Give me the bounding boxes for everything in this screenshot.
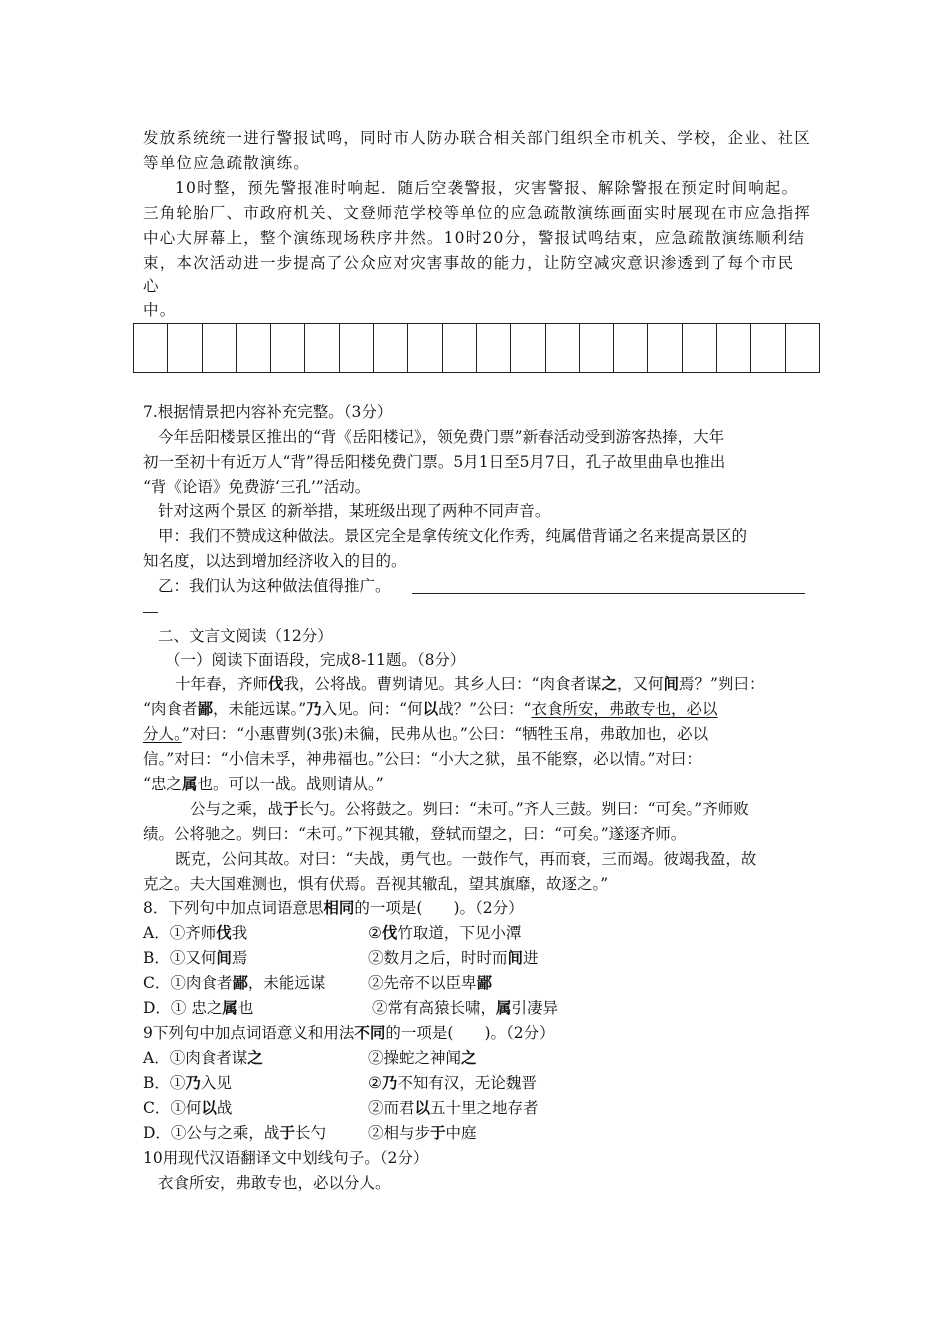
answer-cell[interactable] [443,324,477,372]
classical-text-line: 十年春，齐师伐我，公将战。曹刿请见。其乡人曰：“肉食者谋之，又何间焉？”刿曰： [175,674,765,693]
answer-cell[interactable] [683,324,717,372]
classical-text-line: “忠之属也。可以一战。战则请从。” [143,774,384,793]
answer-cell[interactable] [614,324,648,372]
passage-line: 等单位应急疏散演练。 [143,154,311,172]
classical-text-line: 信。”对曰：“小信未孚，神弗福也。”公曰：“小大之狱，虽不能察，必以情。”对曰： [143,750,702,768]
q9-option-a-right: ②操蛇之神闻之 [368,1048,477,1067]
passage-line: 中心大屏幕上，整个演练现场秩序井然。10时20分，警报试鸣结束，应急疏散演练顺利结 [143,229,806,247]
q8-option-c[interactable]: C．①肉食者鄙，未能远谋 [143,973,326,992]
answer-cell[interactable] [271,324,305,372]
answer-cell[interactable] [168,324,202,372]
q8-option-b[interactable]: B．①又何间焉 [143,948,248,967]
answer-cell[interactable] [786,324,819,372]
section-title: 二、文言文阅读（12分） [158,627,333,645]
passage-line: 束，本次活动进一步提高了公众应对灾害事故的能力，让防空减灾意识渗透到了每个市民 [143,254,795,272]
answer-cell[interactable] [203,324,237,372]
classical-text-line: 绩。公将驰之。刿曰：“未可。”下视其辙，登轼而望之，曰：“可矣。”遂逐齐师。 [143,825,687,843]
classical-text-line: 公与之乘，战于长勺。公将鼓之。刿曰：“未可。”齐人三鼓。刿曰：“可矣。”齐师败 [190,799,749,818]
answer-cell[interactable] [374,324,408,372]
answer-cell[interactable] [305,324,339,372]
answer-blank-continuation[interactable] [143,612,158,613]
answer-cell[interactable] [408,324,442,372]
q8-title: 8．下列句中加点词语意思相同的一项是( )。（2分） [143,898,524,917]
answer-cell[interactable] [580,324,614,372]
q7-line: 初一至初十有近万人“背”得岳阳楼免费门票。5月1日至5月7日，孔子故里曲阜也推出 [143,453,726,471]
answer-cell[interactable] [648,324,682,372]
classical-text-line: 克之。夫大国难测也，惧有伏焉。吾视其辙乱，望其旗靡，故逐之。” [143,875,609,893]
q8-option-d-right: ②常有高猿长啸，属引凄异 [372,998,559,1017]
q9-option-a[interactable]: A．①肉食者谋之 [143,1048,263,1067]
classical-text-line: “肉食者鄙，未能远谋。”乃入见。问：“何以战？”公曰：“衣食所安，弗敢专也，必以 [143,699,718,718]
q7-line: 今年岳阳楼景区推出的“背《岳阳楼记》，领免费门票”新春活动受到游客热捧，大年 [158,428,725,446]
passage-line: 三角轮胎厂、市政府机关、文登师范学校等单位的应急疏散演练画面实时展现在市应急指挥 [143,204,812,222]
q8-option-d[interactable]: D．① 忠之属也 [143,998,254,1017]
q8-option-b-right: ②数月之后，时时而间进 [368,948,539,967]
q7-title: 7.根据情景把内容补充完整。（3分） [143,403,393,421]
q10-sentence: 衣食所安，弗敢专也，必以分人。 [158,1174,391,1192]
answer-cell[interactable] [511,324,545,372]
q9-option-d[interactable]: D．①公与之乘，战于长勺 [143,1123,326,1142]
answer-cell[interactable] [751,324,785,372]
q8-option-a[interactable]: A．①齐师伐我 [143,923,248,942]
q7-line: 甲：我们不赞成这种做法。景区完全是拿传统文化作秀，纯属借背诵之名来提高景区的 [158,527,748,545]
answer-cell[interactable] [477,324,511,372]
q10-title: 10用现代汉语翻译文中划线句子。（2分） [143,1149,429,1167]
q8-option-a-right: ②伐竹取道，下见小潭 [368,923,522,942]
underlined-sentence: 分人。 [143,725,182,743]
answer-cell[interactable] [546,324,580,372]
q9-option-d-right: ②相与步于中庭 [368,1123,477,1142]
answer-cell[interactable] [340,324,374,372]
q7-line: 针对这两个景区 的新举措，某班级出现了两种不同声音。 [158,502,551,520]
q8-option-c-right: ②先帝不以臣卑鄙 [368,973,493,992]
classical-text-line: 分人。”对曰：“小惠曹刿(3张)未徧，民弗从也。”公曰：“牺牲玉帛，弗敢加也，必以 [143,725,709,743]
answer-cell[interactable] [237,324,271,372]
q9-option-c-right: ②而君以五十里之地存者 [368,1098,539,1117]
q9-option-b[interactable]: B．①乃入见 [143,1073,232,1092]
q7-line: 知名度，以达到增加经济收入的目的。 [143,552,407,570]
q7-line: 乙：我们认为这种做法值得推广。 [158,577,391,595]
passage-line: 发放系统统一进行警报试鸣，同时市人防办联合相关部门组织全市机关、学校，企业、社区 [143,129,812,147]
classical-text-line: 既克，公问其故。对曰：“夫战，勇气也。一鼓作气，再而衰，三而竭。彼竭我盈，故 [175,850,757,868]
answer-grid[interactable] [133,323,820,373]
q9-title: 9下列句中加点词语意义和用法不同的一项是( )。（2分） [143,1023,555,1042]
answer-blank[interactable] [412,593,805,594]
q7-line: “背《论语》免费游‘三孔’”活动。 [143,478,371,496]
answer-cell[interactable] [717,324,751,372]
q9-option-c[interactable]: C．①何以战 [143,1098,233,1117]
section-subtitle: （一）阅读下面语段，完成8-11题。（8分） [165,651,466,669]
passage-line: 中。 [143,301,177,319]
passage-line: 心 [143,277,160,295]
passage-line: 10时整，预先警报准时响起．随后空袭警报，灾害警报、解除警报在预定时间响起。 [175,179,799,197]
underlined-sentence: 衣食所安，弗敢专也，必以 [531,700,718,718]
answer-cell[interactable] [134,324,168,372]
q9-option-b-right: ②乃不知有汉，无论魏晋 [368,1073,537,1092]
